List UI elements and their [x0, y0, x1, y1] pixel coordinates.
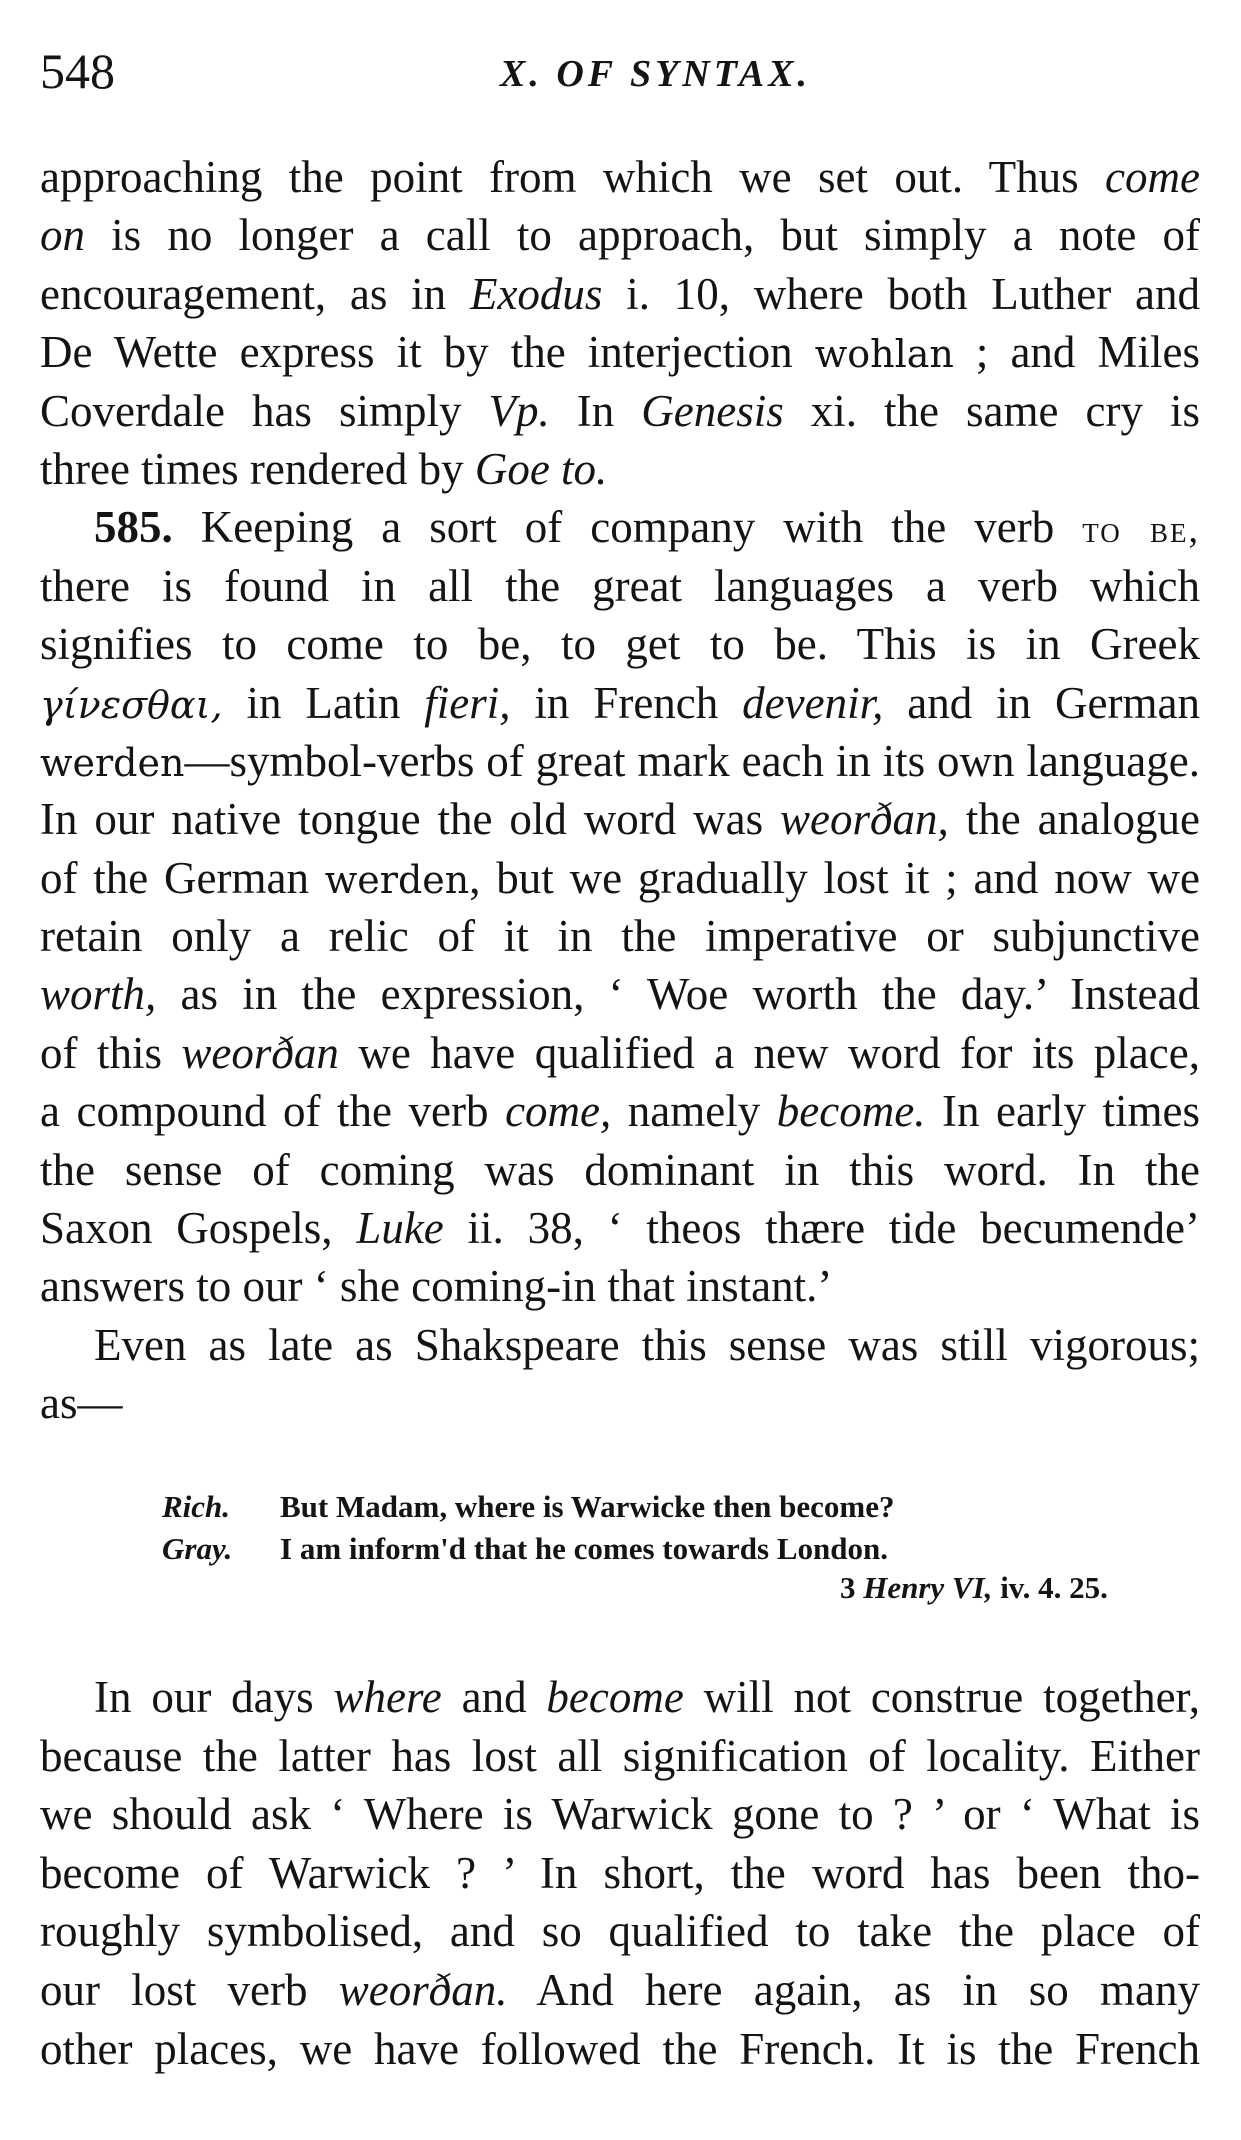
text-line: the sense of coming was dominant in this word. In the [40, 1144, 1200, 1195]
text-line: become of Warwick ? ’ In short, the word has been tho- [40, 1847, 1200, 1898]
blackletter-word: wohlan [814, 332, 954, 377]
section-number: 585. [94, 502, 173, 553]
text-line: there is found in all the great languages a verb which [40, 560, 1200, 611]
text-line: encouragement, as in Exodus i. 10, where both Luther and [40, 268, 1201, 319]
page-header [40, 42, 1200, 112]
text-line: worth, as in the expression, ‘ Woe worth the day.’ Instead [40, 969, 1200, 1020]
text-line: of the German werden, but we gradually lost it ; and now we [40, 852, 1200, 903]
shakespeare-quotation [162, 1486, 1172, 1570]
text-line: In our native tongue the old word was weorðan, the analogue [40, 794, 1200, 845]
page-number: 548 [40, 43, 115, 99]
text-line: Even as late as Shakspeare this sense was still vigorous; [94, 1319, 1200, 1370]
text-line: we should ask ‘ Where is Warwick gone to ? ’ or ‘ What is [40, 1789, 1200, 1840]
text-line: Coverdale has simply Vp. In Genesis xi. the same cry is [40, 385, 1200, 436]
text-line: approaching the point from which we set out. Thus come [40, 152, 1200, 202]
text-line: of this weorðan we have qualified a new word for its place, [40, 1027, 1200, 1078]
greek-word: γίνεσθαι, [40, 682, 223, 727]
text-line: In our days where and become will not construe together, [94, 1672, 1200, 1722]
section-585-first-line: 585. Keeping a sort of company with the verb to be, [94, 502, 1200, 553]
text-body-upper [40, 148, 1200, 1433]
text-line: answers to our ‘ she coming-in that instant.’ [40, 1261, 833, 1312]
text-line: Saxon Gospels, Luke ii. 38, ‘ theos thære tide becumende’ [40, 1203, 1201, 1254]
blackletter-word: werden [40, 740, 185, 785]
text-line: on is no longer a call to approach, but simply a note of [40, 210, 1200, 261]
text-line: other places, we have followed the French. It is the French [40, 2023, 1200, 2074]
running-title: X. OF SYNTAX. [500, 53, 812, 95]
text-line: roughly symbolised, and so qualified to take the place of [40, 1906, 1200, 1957]
text-line: γίνεσθαι, in Latin fieri, in French devenir, and in German [40, 677, 1200, 728]
text-line: retain only a relic of it in the imperative or subjunctive [40, 911, 1200, 962]
text-body-lower [40, 1668, 1200, 2078]
text-line: our lost verb weorðan. And here again, as in so many [40, 1964, 1200, 2015]
text-line: three times rendered by Goe to. [40, 443, 608, 494]
quote-citation: 3 Henry VI, iv. 4. 25. [840, 1570, 1108, 1605]
blackletter-word: werden [324, 857, 470, 902]
text-line: signifies to come to be, to get to be. This is in Greek [40, 619, 1200, 670]
speaker: Rich. [162, 1489, 231, 1524]
quote-line: Gray. I am inform'd that he comes towards London. [162, 1528, 1172, 1570]
quote-line: Rich. But Madam, where is Warwicke then become? [162, 1486, 1172, 1528]
text-line: De Wette express it by the interjection wohlan ; and Miles [40, 327, 1200, 378]
text-line: werden—symbol-verbs of great mark each in its own language. [40, 735, 1200, 786]
text-line: because the latter has lost all signification of locality. Either [40, 1730, 1200, 1781]
speaker: Gray. [162, 1531, 233, 1566]
text-line: a compound of the verb come, namely become. In early times [40, 1086, 1200, 1137]
text-line: as— [40, 1378, 123, 1429]
